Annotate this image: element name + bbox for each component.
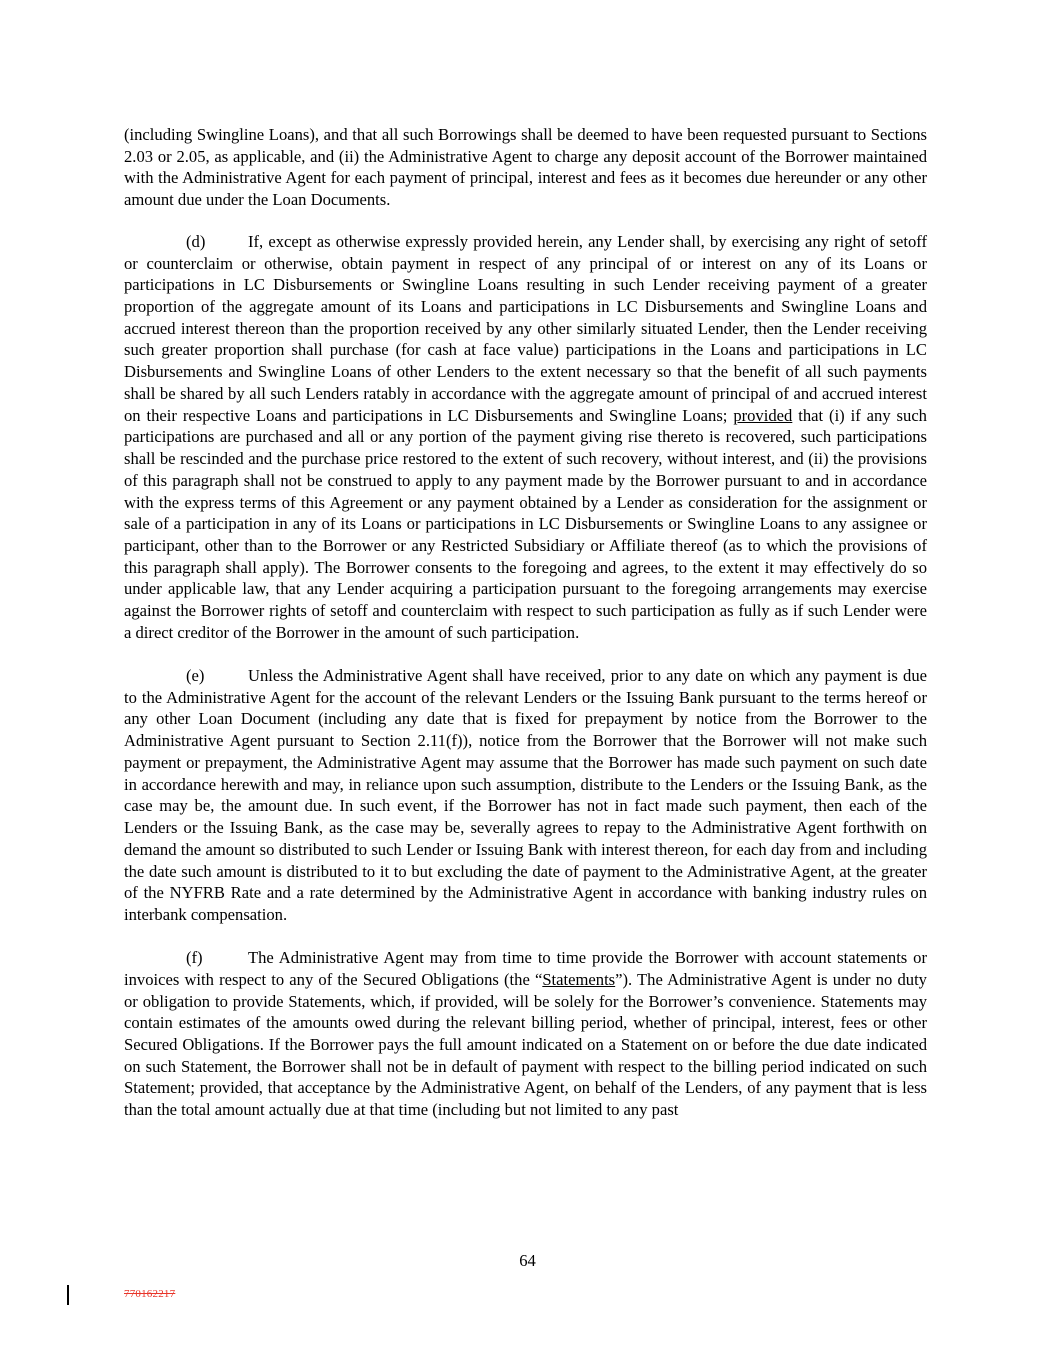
paragraph-d-text-before: If, except as otherwise expressly provided herein, any Lender shall, by exercising any right of setoff or counterclaim or otherwise, obtain payment in respect of any principal of or interest on any of its Loans or participations in LC Disbursements or Swingline Loans resulting in such Lender receiving payment of a greater proportion of the aggregate amount of its Loans and participations in LC Disbursements and Swingline Loans and accrued interest thereon than the proportion received by any other similarly situated Lender, then the Lender receiving such greater proportion shall purchase (for cash at face value) participations in the Loans and participations in LC Disbursements and Swingline Loans of other Lenders to the extent necessary so that the benefit of all such payments shall be shared by all such Lenders ratably in accordance with the aggregate amount of principal of and accrued interest on their respective Loans and participations in LC Disbursements and Swingline Loans; [124, 231, 927, 425]
paragraph-d [124, 231, 927, 644]
paragraph-d-text-after: that (i) if any such participations are purchased and all or any portion of the payment giving rise thereto is recovered, such participations shall be rescinded and the purchase price restored to the extent of such recovery, without interest, and (ii) the provisions of this paragraph shall not be construed to apply to any payment made by the Borrower pursuant to and in accordance with the express terms of this Agreement or any payment obtained by a Lender as consideration for the assignment or sale of a participation in any of its Loans or participations in LC Disbursements or Swingline Loans to any assignee or participant, other than to the Borrower or any Restricted Subsidiary or Affiliate thereof (as to which the provisions of this paragraph shall apply). The Borrower consents to the foregoing and agrees, to the extent it may effectively do so under applicable law, that any Lender acquiring a participation pursuant to the foregoing arrangements may exercise against the Borrower rights of setoff and counterclaim with respect to such participation as fully as if such Lender were a direct creditor of the Borrower in the amount of such participation. [124, 405, 927, 642]
paragraph-f-text-before: The Administrative Agent may from time to time provide the Borrower with account statements or invoices with respect to any of the Secured Obligations (the “ [124, 948, 927, 989]
paragraph-e [124, 665, 927, 926]
paragraph-d-label: (d) [186, 231, 206, 251]
paragraph-f-statements-term: Statements [542, 969, 616, 989]
document-id: 770162217 [124, 1288, 176, 1300]
paragraph-e-text: Unless the Administrative Agent shall have received, prior to any date on which any payment is due to the Administrative Agent for the account of the relevant Lenders or the Issuing Bank pursuant to the terms hereof or any other Loan Document (including any date that is fixed for prepayment by notice from the Borrower to the Administrative Agent pursuant to Section 2.11(f)), notice from the Borrower that the Borrower will not make such payment or prepayment, the Administrative Agent may assume that the Borrower has made such payment on such date in accordance herewith and may, in reliance upon such assumption, distribute to the Lenders or the Issuing Bank, as the case may be, the amount due. In such event, if the Borrower has not in fact made such payment, then each of the Lenders or the Issuing Bank, as the case may be, severally agrees to repay to the Administrative Agent forthwith on demand the amount so distributed to such Lender or Issuing Bank with interest thereon, for each day from and including the date such amount is distributed to it to but excluding the date of payment to the Administrative Agent, at the greater of the NYFRB Rate and a rate determined by the Administrative Agent in accordance with banking industry rules on interbank compensation. [124, 666, 927, 924]
document-body [124, 124, 927, 1142]
paragraph-f-text-after: ”). The Administrative Agent is under no duty or obligation to provide Statements, which, if provided, will be solely for the Borrower’s convenience. Statements may contain estimates of the amounts owed during the relevant billing period, whether of principal, interest, fees or other Secured Obligations. If the Borrower pays the full amount indicated on a Statement on or before the due date indicated on such Statement, the Borrower shall not be in default of payment with respect to the billing period indicated on such Statement; provided, that acceptance by the Administrative Agent, on behalf of the Lenders, of any payment that is less than the total amount actually due at that time (including but not limited to any past [124, 969, 927, 1120]
paragraph-e-label: (e) [186, 666, 205, 686]
paragraph-d-provided: provided [733, 405, 793, 425]
page-number: 64 [519, 1251, 536, 1270]
paragraph-f-label: (f) [186, 948, 203, 968]
paragraph-f [124, 947, 927, 1121]
paragraph-continuation: (including Swingline Loans), and that all such Borrowings shall be deemed to have been requested pursuant to Sections 2.03 or 2.05, as applicable, and (ii) the Administrative Agent to charge any deposit account of the Borrower maintained with the Administrative Agent for each payment of principal, interest and fees as it becomes due hereunder or any other amount due under the Loan Documents. [124, 125, 927, 210]
revision-change-bar [67, 1285, 69, 1305]
